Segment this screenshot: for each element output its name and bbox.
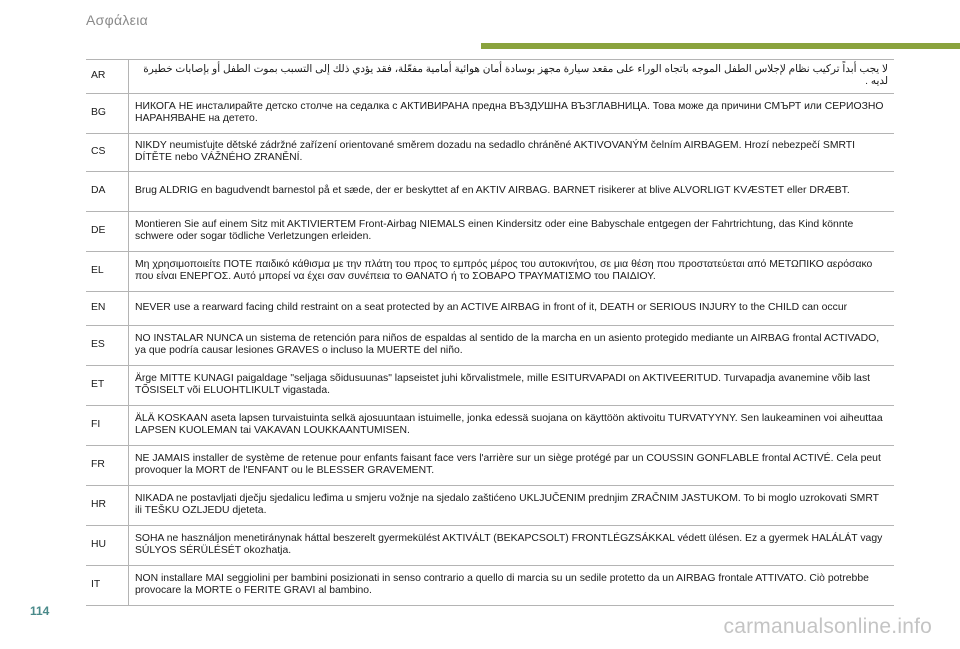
warning-row-hu bbox=[86, 525, 894, 565]
language-code: HR bbox=[86, 485, 129, 525]
warning-row-ar bbox=[86, 60, 894, 94]
warning-row-el bbox=[86, 251, 894, 291]
warning-text: Ärge MITTE KUNAGI paigaldage "seljaga sõidusuunas" lapseistet juhi kõrvalistmele, mille ESITURVAPADI on AKTIVEERITUD. Turvapadja avanemine võib last TÕSISELT või ELUOHTLIKULT vigastada. bbox=[129, 365, 895, 405]
warning-row-bg bbox=[86, 93, 894, 133]
warning-text: Μη χρησιμοποιείτε ΠΟΤΕ παιδικό κάθισμα με την πλάτη του προς το εμπρός μέρος του αυτοκινήτου, σε μια θέση που προστατεύεται από ΜΕΤΩΠΙΚΟ αερόσακο που είναι ΕΝΕΡΓΟΣ. Αυτό μπορεί να έχει σαν συνέπεια το ΘΑΝΑΤΟ ή το ΣΟΒΑΡΟ ΤΡΑΥΜΑΤΙΣΜΟ του ΠΑΙΔΙΟΥ. bbox=[129, 251, 895, 291]
language-code: CS bbox=[86, 133, 129, 171]
language-code: HU bbox=[86, 525, 129, 565]
language-code: EL bbox=[86, 251, 129, 291]
warning-text: NO INSTALAR NUNCA un sistema de retención para niños de espaldas al sentido de la marcha en un asiento protegido mediante un AIRBAG frontal ACTIVADO, ya que podría causar lesiones GRAVES o incluso la MUERTE del niño. bbox=[129, 325, 895, 365]
warning-text: SOHA ne használjon menetiránynak háttal beszerelt gyermekülést AKTIVÁLT (BEKAPCSOLT) FRONTLÉGZSÁKKAL védett ülésen. Ez a gyermek HALÁLÁT vagy SÚLYOS SÉRÜLÉSÉT okozhatja. bbox=[129, 525, 895, 565]
warning-row-fi bbox=[86, 405, 894, 445]
section-title: Ασφάλεια bbox=[86, 12, 148, 28]
language-code: AR bbox=[86, 60, 129, 94]
warnings-table-body bbox=[86, 60, 894, 606]
warning-text: NIKDY neumisťujte dětské zádržné zařízení orientované směrem dozadu na sedadlo chráněné AKTIVOVANÝM čelním AIRBAGEM. Hrozí nebezpečí SMRTI DÍTĚTE nebo VÁŽNÉHO ZRANĚNÍ. bbox=[129, 133, 895, 171]
warning-text: ÄLÄ KOSKAAN aseta lapsen turvaistuinta selkä ajosuuntaan istuimelle, jonka edessä suojana on käyttöön aktivoitu TURVATYYNY. Sen laukeaminen voi aiheuttaa LAPSEN KUOLEMAN tai VAKAVAN LOUKKAANTUMISEN. bbox=[129, 405, 895, 445]
warning-text: لا يجب أبداً تركيب نظام لإجلاس الطفل الموجه باتجاه الوراء على مقعد سيارة مجهز بوسادة أمان هوائية أمامية مفعّلة، فقد يؤدي ذلك إلى التسبب بموت الطفل أو بإصابات خطيرة لديه . bbox=[129, 60, 895, 94]
language-code: ET bbox=[86, 365, 129, 405]
warnings-table bbox=[86, 59, 894, 606]
language-code: ES bbox=[86, 325, 129, 365]
warning-row-et bbox=[86, 365, 894, 405]
warning-row-hr bbox=[86, 485, 894, 525]
warning-text: Brug ALDRIG en bagudvendt barnestol på et sæde, der er beskyttet af en AKTIV AIRBAG. BARNET risikerer at blive ALVORLIGT KVÆSTET eller DRÆBT. bbox=[129, 171, 895, 211]
warning-row-en bbox=[86, 291, 894, 325]
warning-text: NE JAMAIS installer de système de retenue pour enfants faisant face vers l'arrière sur un siège protégé par un COUSSIN GONFLABLE frontal ACTIVÉ. Cela peut provoquer la MORT de l'ENFANT ou le BLESSER GRAVEMENT. bbox=[129, 445, 895, 485]
watermark: carmanualsonline.info bbox=[723, 615, 932, 638]
language-code: DA bbox=[86, 171, 129, 211]
language-code: BG bbox=[86, 93, 129, 133]
language-code: FR bbox=[86, 445, 129, 485]
header-accent-bar bbox=[481, 43, 960, 49]
warning-row-fr bbox=[86, 445, 894, 485]
warning-text: NON installare MAI seggiolini per bambini posizionati in senso contrario a quello di marcia su un sedile protetto da un AIRBAG frontale ATTIVATO. Ciò potrebbe provocare la MORTE o FERITE GRAVI al bambino. bbox=[129, 565, 895, 605]
language-code: EN bbox=[86, 291, 129, 325]
language-code: FI bbox=[86, 405, 129, 445]
warning-row-cs bbox=[86, 133, 894, 171]
language-code: DE bbox=[86, 211, 129, 251]
warning-row-de bbox=[86, 211, 894, 251]
warning-row-es bbox=[86, 325, 894, 365]
warning-text: Montieren Sie auf einem Sitz mit AKTIVIERTEM Front-Airbag NIEMALS einen Kindersitz oder eine Babyschale entgegen der Fahrtrichtung, das Kind könnte schwere oder sogar tödliche Verletzungen erleiden. bbox=[129, 211, 895, 251]
warning-text: NEVER use a rearward facing child restraint on a seat protected by an ACTIVE AIRBAG in front of it, DEATH or SERIOUS INJURY to the CHILD can occur bbox=[129, 291, 895, 325]
warning-row-it bbox=[86, 565, 894, 605]
warning-text: NIKADA ne postavljati dječju sjedalicu leđima u smjeru vožnje na sjedalo zaštićeno UKLJUČENIM prednjim ZRAČNIM JASTUKOM. To bi moglo uzrokovati SMRT ili TEŠKU OZLJEDU djeteta. bbox=[129, 485, 895, 525]
language-code: IT bbox=[86, 565, 129, 605]
warning-row-da bbox=[86, 171, 894, 211]
warning-text: НИКОГА НЕ инсталирайте детско столче на седалка с АКТИВИРАНА предна ВЪЗДУШНА ВЪЗГЛАВНИЦА. Това може да причини СМЪРТ или СЕРИОЗНО НАРАНЯВАНЕ на детето. bbox=[129, 93, 895, 133]
page-number: 114 bbox=[30, 604, 50, 618]
